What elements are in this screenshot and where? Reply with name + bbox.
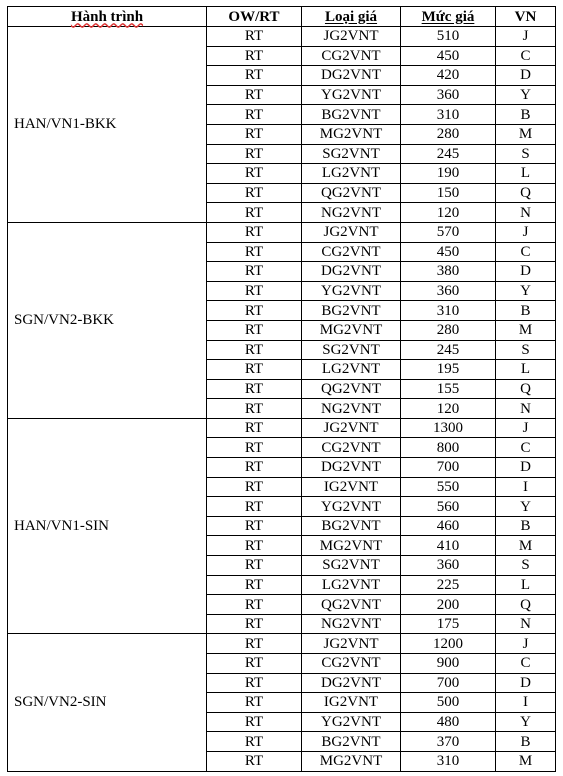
booking-class-cell: D	[496, 673, 556, 693]
booking-class-cell: Q	[496, 595, 556, 615]
fare-amount-cell: 225	[401, 575, 496, 595]
booking-class-cell: Y	[496, 497, 556, 517]
booking-class-cell: J	[496, 27, 556, 47]
fare-amount-cell: 900	[401, 654, 496, 674]
fare-type-cell: IG2VNT	[302, 693, 401, 713]
trip-type-cell: RT	[207, 418, 302, 438]
trip-type-cell: RT	[207, 438, 302, 458]
trip-type-cell: RT	[207, 693, 302, 713]
fare-type-cell: SG2VNT	[302, 144, 401, 164]
booking-class-cell: N	[496, 614, 556, 634]
fare-table-body	[8, 27, 556, 772]
fare-amount-cell: 700	[401, 458, 496, 478]
booking-class-cell: I	[496, 477, 556, 497]
trip-type-cell: RT	[207, 556, 302, 576]
fare-amount-cell: 195	[401, 360, 496, 380]
fare-type-cell: LG2VNT	[302, 360, 401, 380]
header-fare-type: Loại giá	[302, 7, 401, 27]
fare-amount-cell: 360	[401, 85, 496, 105]
fare-amount-cell: 360	[401, 556, 496, 576]
fare-type-cell: MG2VNT	[302, 320, 401, 340]
booking-class-cell: B	[496, 516, 556, 536]
fare-type-cell: YG2VNT	[302, 281, 401, 301]
fare-amount-cell: 480	[401, 712, 496, 732]
fare-amount-cell: 280	[401, 320, 496, 340]
trip-type-cell: RT	[207, 673, 302, 693]
fare-amount-cell: 1300	[401, 418, 496, 438]
booking-class-cell: I	[496, 693, 556, 713]
booking-class-cell: N	[496, 203, 556, 223]
fare-amount-cell: 310	[401, 301, 496, 321]
booking-class-cell: C	[496, 438, 556, 458]
fare-amount-cell: 550	[401, 477, 496, 497]
trip-type-cell: RT	[207, 654, 302, 674]
fare-amount-cell: 380	[401, 262, 496, 282]
trip-type-cell: RT	[207, 379, 302, 399]
fare-type-cell: NG2VNT	[302, 203, 401, 223]
booking-class-cell: S	[496, 144, 556, 164]
fare-type-cell: NG2VNT	[302, 399, 401, 419]
booking-class-cell: C	[496, 46, 556, 66]
fare-type-cell: CG2VNT	[302, 46, 401, 66]
fare-type-cell: BG2VNT	[302, 732, 401, 752]
fare-type-cell: MG2VNT	[302, 536, 401, 556]
fare-type-cell: JG2VNT	[302, 418, 401, 438]
fare-type-cell: BG2VNT	[302, 301, 401, 321]
booking-class-cell: B	[496, 301, 556, 321]
fare-amount-cell: 245	[401, 340, 496, 360]
booking-class-cell: M	[496, 320, 556, 340]
booking-class-cell: D	[496, 458, 556, 478]
fare-type-cell: LG2VNT	[302, 164, 401, 184]
fare-type-cell: MG2VNT	[302, 751, 401, 771]
fare-type-cell: IG2VNT	[302, 477, 401, 497]
fare-table-container	[7, 6, 556, 772]
booking-class-cell: C	[496, 654, 556, 674]
fare-amount-cell: 310	[401, 105, 496, 125]
booking-class-cell: D	[496, 262, 556, 282]
trip-type-cell: RT	[207, 477, 302, 497]
table-row	[8, 634, 556, 654]
fare-amount-cell: 560	[401, 497, 496, 517]
fare-amount-cell: 200	[401, 595, 496, 615]
booking-class-cell: J	[496, 634, 556, 654]
booking-class-cell: L	[496, 360, 556, 380]
trip-type-cell: RT	[207, 105, 302, 125]
trip-type-cell: RT	[207, 340, 302, 360]
fare-type-cell: QG2VNT	[302, 379, 401, 399]
booking-class-cell: Y	[496, 712, 556, 732]
booking-class-cell: M	[496, 751, 556, 771]
fare-amount-cell: 410	[401, 536, 496, 556]
trip-type-cell: RT	[207, 66, 302, 86]
trip-type-cell: RT	[207, 595, 302, 615]
trip-type-cell: RT	[207, 301, 302, 321]
booking-class-cell: L	[496, 164, 556, 184]
fare-amount-cell: 120	[401, 203, 496, 223]
trip-type-cell: RT	[207, 203, 302, 223]
fare-amount-cell: 420	[401, 66, 496, 86]
trip-type-cell: RT	[207, 399, 302, 419]
route-cell: HAN/VN1-BKK	[8, 27, 207, 223]
header-fare-amount: Mức giá	[401, 7, 496, 27]
booking-class-cell: J	[496, 222, 556, 242]
header-row	[8, 7, 556, 27]
trip-type-cell: RT	[207, 183, 302, 203]
table-row	[8, 27, 556, 47]
route-cell: SGN/VN2-BKK	[8, 222, 207, 418]
trip-type-cell: RT	[207, 46, 302, 66]
booking-class-cell: M	[496, 124, 556, 144]
booking-class-cell: Y	[496, 85, 556, 105]
table-row	[8, 418, 556, 438]
fare-amount-cell: 360	[401, 281, 496, 301]
trip-type-cell: RT	[207, 360, 302, 380]
trip-type-cell: RT	[207, 85, 302, 105]
fare-type-cell: SG2VNT	[302, 340, 401, 360]
fare-amount-cell: 245	[401, 144, 496, 164]
fare-type-cell: SG2VNT	[302, 556, 401, 576]
trip-type-cell: RT	[207, 614, 302, 634]
trip-type-cell: RT	[207, 458, 302, 478]
booking-class-cell: J	[496, 418, 556, 438]
trip-type-cell: RT	[207, 164, 302, 184]
fare-type-cell: YG2VNT	[302, 85, 401, 105]
fare-type-cell: JG2VNT	[302, 222, 401, 242]
booking-class-cell: S	[496, 340, 556, 360]
fare-table	[7, 6, 556, 772]
fare-amount-cell: 155	[401, 379, 496, 399]
booking-class-cell: D	[496, 66, 556, 86]
trip-type-cell: RT	[207, 516, 302, 536]
fare-type-cell: BG2VNT	[302, 516, 401, 536]
trip-type-cell: RT	[207, 222, 302, 242]
trip-type-cell: RT	[207, 320, 302, 340]
trip-type-cell: RT	[207, 242, 302, 262]
route-cell: HAN/VN1-SIN	[8, 418, 207, 634]
fare-amount-cell: 500	[401, 693, 496, 713]
booking-class-cell: L	[496, 575, 556, 595]
fare-type-cell: CG2VNT	[302, 438, 401, 458]
fare-amount-cell: 190	[401, 164, 496, 184]
fare-amount-cell: 175	[401, 614, 496, 634]
booking-class-cell: S	[496, 556, 556, 576]
trip-type-cell: RT	[207, 575, 302, 595]
fare-amount-cell: 1200	[401, 634, 496, 654]
fare-amount-cell: 150	[401, 183, 496, 203]
trip-type-cell: RT	[207, 124, 302, 144]
booking-class-cell: Q	[496, 183, 556, 203]
fare-type-cell: YG2VNT	[302, 712, 401, 732]
fare-type-cell: DG2VNT	[302, 66, 401, 86]
fare-amount-cell: 510	[401, 27, 496, 47]
fare-amount-cell: 370	[401, 732, 496, 752]
fare-amount-cell: 280	[401, 124, 496, 144]
fare-amount-cell: 310	[401, 751, 496, 771]
fare-amount-cell: 700	[401, 673, 496, 693]
booking-class-cell: N	[496, 399, 556, 419]
header-vn-class: VN	[496, 7, 556, 27]
booking-class-cell: B	[496, 732, 556, 752]
trip-type-cell: RT	[207, 751, 302, 771]
fare-amount-cell: 120	[401, 399, 496, 419]
trip-type-cell: RT	[207, 262, 302, 282]
booking-class-cell: B	[496, 105, 556, 125]
fare-type-cell: MG2VNT	[302, 124, 401, 144]
fare-type-cell: CG2VNT	[302, 654, 401, 674]
fare-type-cell: CG2VNT	[302, 242, 401, 262]
fare-type-cell: JG2VNT	[302, 27, 401, 47]
trip-type-cell: RT	[207, 497, 302, 517]
booking-class-cell: M	[496, 536, 556, 556]
fare-type-cell: QG2VNT	[302, 595, 401, 615]
fare-type-cell: QG2VNT	[302, 183, 401, 203]
header-route: Hành trình	[8, 7, 207, 27]
booking-class-cell: Q	[496, 379, 556, 399]
trip-type-cell: RT	[207, 536, 302, 556]
fare-amount-cell: 800	[401, 438, 496, 458]
fare-type-cell: DG2VNT	[302, 262, 401, 282]
trip-type-cell: RT	[207, 27, 302, 47]
header-ow-rt: OW/RT	[207, 7, 302, 27]
trip-type-cell: RT	[207, 712, 302, 732]
trip-type-cell: RT	[207, 281, 302, 301]
fare-type-cell: YG2VNT	[302, 497, 401, 517]
fare-type-cell: DG2VNT	[302, 673, 401, 693]
fare-type-cell: DG2VNT	[302, 458, 401, 478]
route-cell: SGN/VN2-SIN	[8, 634, 207, 771]
trip-type-cell: RT	[207, 144, 302, 164]
fare-type-cell: LG2VNT	[302, 575, 401, 595]
fare-amount-cell: 570	[401, 222, 496, 242]
fare-amount-cell: 450	[401, 242, 496, 262]
trip-type-cell: RT	[207, 634, 302, 654]
table-row	[8, 222, 556, 242]
fare-amount-cell: 460	[401, 516, 496, 536]
trip-type-cell: RT	[207, 732, 302, 752]
fare-type-cell: BG2VNT	[302, 105, 401, 125]
fare-amount-cell: 450	[401, 46, 496, 66]
fare-type-cell: NG2VNT	[302, 614, 401, 634]
booking-class-cell: Y	[496, 281, 556, 301]
booking-class-cell: C	[496, 242, 556, 262]
fare-type-cell: JG2VNT	[302, 634, 401, 654]
